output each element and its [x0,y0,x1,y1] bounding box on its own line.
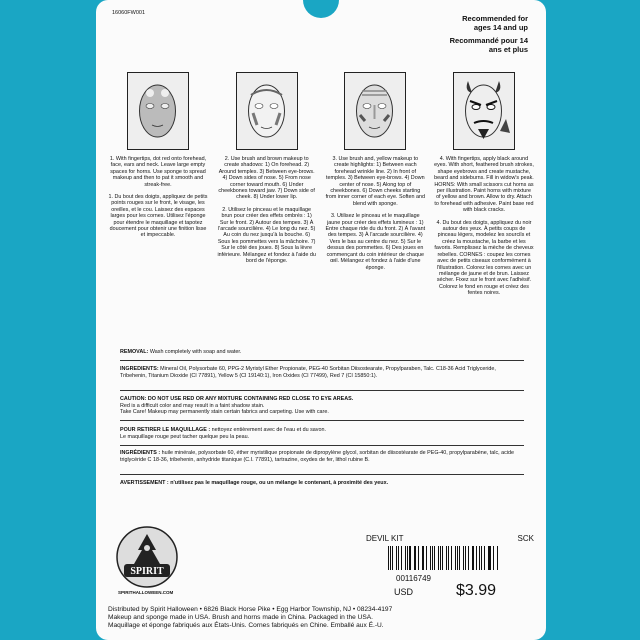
barcode-bar [388,546,389,570]
barcode-bar [451,546,452,570]
spirit-halloween-logo [116,526,178,588]
removal-en [120,349,524,356]
upc-number: 00116749 [396,574,431,583]
warning-fr [120,480,524,487]
removal-fr-line-2: Le maquillage rouge peut tacher quelque peu la peau. [120,433,250,440]
website: SPIRITHALLOWEEN.COM [118,590,174,595]
barcode-bar [396,546,397,570]
removal-text: Wash completely with soap and water. [148,349,242,355]
barcode-bar [479,546,480,570]
step-3-en: 3. Use brush and, yellow makeup to create highlights: 1) Between each forehead wrinkle line. 2) In front of temples. 3) Between eye-brows. 4) Down center of nose. 5) Along top of cheekbones. 6) Down cheeks starting from inner corner of each eye. Soften and blend with sponge. [325,156,426,207]
ingredients-text: Mineral Oil, Polysorbate 60, PPG-2 Myristyl Ether Propionate, PEG-40 Sorbitan Diisostearate, Propylparaben, Talc. C18-36 Acid Triglyceride, Tribehenin, Titanium Dioxide (CI 77891), Yellow 5 (CI 19140:1), Iron Oxides (CI 77499), Red 7 (CI 15850:1). [120,366,496,379]
distributed-by: Distributed by Spirit Halloween • 6826 Black Horse Pike • Egg Harbor Township, NJ • 08234-4197 [108,606,393,613]
divider-1 [120,360,524,361]
caution-line-1: Red is a difficult color and may result in a faint shadow stain. [120,402,265,409]
barcode-bar [489,546,490,570]
warning-fr-text: n'utilisez pas le maquillage rouge, ou un mélange le contenant, à proximité des yeux. [168,480,389,486]
step-4 [434,72,534,297]
face-illustration-3 [344,72,406,150]
step-1 [108,72,208,297]
step-3 [325,72,425,297]
price-currency: USD [394,587,414,597]
barcode-bar [434,546,435,570]
step-4-fr: 4. Du bout des doigts, appliquez du noir autour des yeux. À petits coups de pinceau légers, modelez les sourcils et créez la moustache, la barbe et les favoris. Remplissez la mèche de cheveux rebelles. CORNES : coupez les cornes avec de petits ciseaux conformément à l'illustration. Colorez les cornes avec un mélange de jaune et de brun. Laissez sécher. Fixez sur le front avec l'adhésif. Colorez le fond en rouge et créez des fentes noires. [434,219,534,297]
made-in-fr: Maquillage et éponge fabriqués aux États-Unis. Cornes fabriqués en Chine. Emballé aux É.-U. [108,622,384,629]
barcode-bar [442,546,443,570]
caution-title: CAUTION: DO NOT USE RED OR ANY MIXTURE CONTAINING RED CLOSE TO EYE AREAS. [120,396,354,402]
divider-4 [120,445,524,446]
barcode-bar [426,546,427,570]
divider-2 [120,390,524,391]
barcode [388,546,498,570]
step-1-en: 1. With fingertips, dot red onto forehead, face, ears and neck. Leave large empty spaces for horns. Use sponge to spread makeup and then to pat it smooth and streak-free. [109,156,207,188]
price: $3.99 [456,582,497,599]
caution-en [120,396,524,416]
age-recommendation-fr: Recommandé pour 14 ans et plus [449,36,528,54]
step-1-fr: 1. Du bout des doigts, appliquez de petits points rouges sur le front, le visage, les oreilles, et le cou. Laissez des espaces larges pour les cornes. Utilisez l'éponge pour étendre le maquillage et tapotez doucement pour obtenir une finition lisse et impeccable. [108,194,208,239]
removal-fr-text: nettoyez entièrement avec de l'eau et du savon. [210,427,326,433]
product-card [96,0,546,640]
logo-text: SPIRIT [130,566,164,577]
age-recommendation-en: Recommended for ages 14 and up [462,14,528,32]
step-2-en: 2. Use brush and brown makeup to create shadows: 1) On forehead. 2) Around temples. 3) Between eye-brows. 4) Down sides of nose. 5) From nose corner toward mouth. 6) Under cheekbones toward jaw. 7) Down side of cheek. 8) Under lower lip. [218,156,315,201]
barcode-bar [430,546,431,570]
face-illustration-4 [453,72,515,150]
caution-line-2: Take Care! Makeup may permanently stain certain fabrics and carpeting. Use with care. [120,409,329,416]
instruction-steps [108,72,534,297]
face-illustration-2 [236,72,298,150]
ingredients-fr-label: INGRÉDIENTS : [120,450,161,456]
divider-5 [120,474,524,475]
made-in-en: Makeup and sponge made in USA. Brush and horns made in China. Packaged in the USA. [108,614,374,621]
kit-label [366,534,534,543]
barcode-bar [409,546,410,570]
kit-name: DEVIL KIT [366,534,404,543]
barcode-bar [418,546,419,570]
removal-fr-label: POUR RETIRER LE MAQUILLAGE : [120,427,211,433]
hang-hole [303,0,339,18]
barcode-bar [472,546,473,570]
ingredients-fr [120,450,524,463]
ingredients-en [120,366,524,379]
barcode-bar [405,546,406,570]
step-3-fr: 3. Utilisez le pinceau et le maquillage jaune pour créer des effets lumineux : 1) Entre chaque ride du du front. 2) À l'avant des tempes. 3) À l'arcade sourcilière. 4) Vers le bas au centre du nez. 5) Sur le dessus des pommettes. 6) Des joues en commençant du coin intérieur de chaque œil. Mélangez et fondez à l'aide d'une éponge. [325,213,426,271]
divider-3 [120,420,524,421]
product-code: 16060FW001 [112,10,146,16]
ingredients-fr-text: huile minérale, polysorbate 60, éther myristilique propionate de dipropylène glycol, sorbitan de diisostéarate de PEG-40, propylparabène, talc, acide triglycéride C 18-36, tribehenin, anhydride titanique (C.I. 77891), tartrazine, oxydes de fer, lithol rubine B. [120,450,515,463]
barcode-bar [401,546,402,570]
removal-fr [120,427,524,440]
kit-sku: SCK [517,534,534,543]
barcode-bar [459,546,460,570]
barcode-bar [465,546,466,570]
ingredients-label: INGREDIENTS: [120,366,159,372]
face-illustration-1 [127,72,189,150]
warning-fr-label: AVERTISSEMENT : [120,480,169,486]
barcode-bar [493,546,494,570]
step-2 [217,72,317,297]
barcode-bar [481,546,482,570]
removal-label: REMOVAL: [120,349,149,355]
step-2-fr: 2. Utilisez le pinceau et le maquillage brun pour créer des effets ombrés : 1) Sur le front. 2) Autour des tempes. 3) À l'arcade sourcilière. 4) Le long du nez. 5) Au coin du nez jusqu'à la bouche. 6) Sous les pommettes vers la mâchoire. 7) Sur le côté des joues. 8) Sous la lèvre inférieure. Mélangez et fondez à l'aide du bord de l'éponge. [217,206,316,265]
age-recommendation [448,14,528,54]
distribution-info [108,606,538,630]
step-4-en: 4. With fingertips, apply black around eyes. With short, feathered brush strokes, shape eyebrows and create mustache, beard and sideburns. Fill in widow's peak. HORNS: With small scissors cut horns as per illustration. Paint horns with mixture of yellow and brown. Allow to dry. Attach to forehead with adhesive. Paint base red with black cracks. [434,156,534,214]
barcode-bar [446,546,447,570]
